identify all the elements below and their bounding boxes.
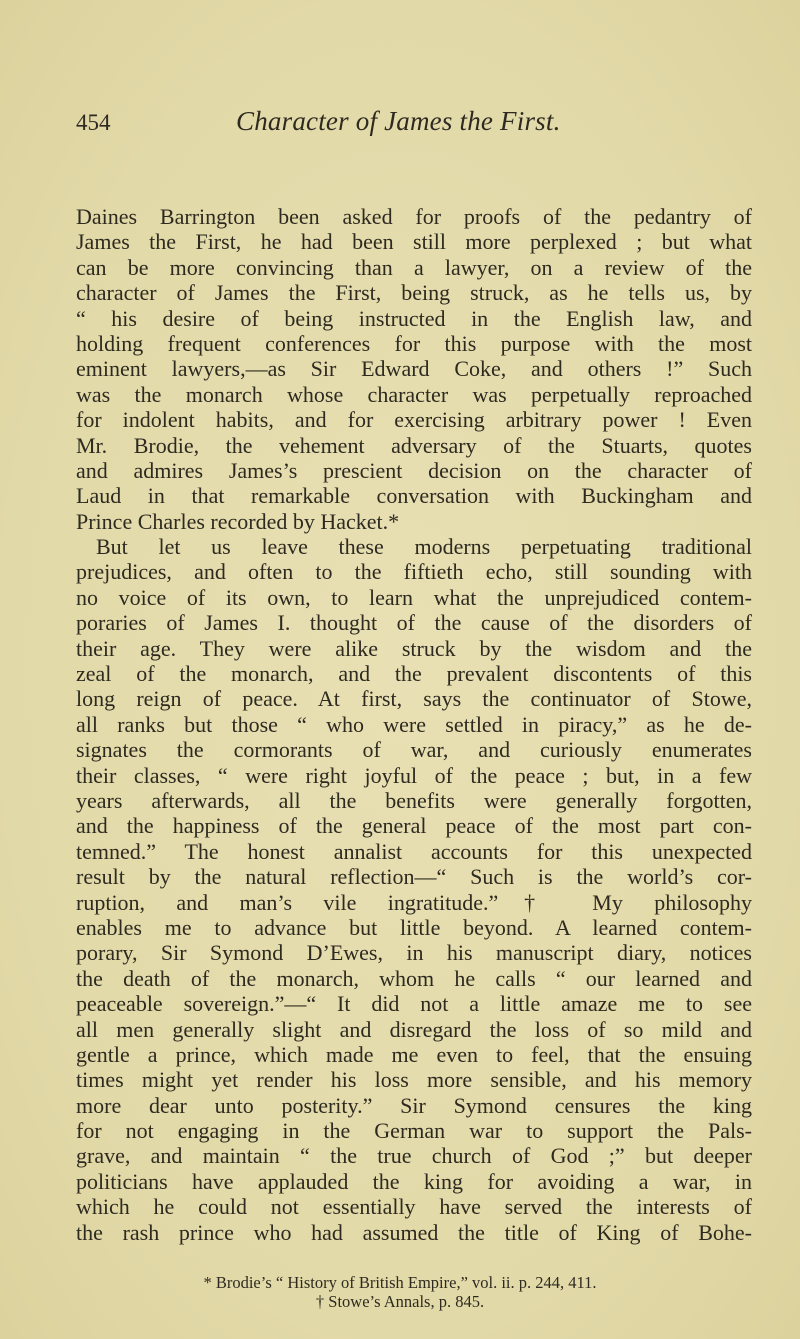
text-line: temned.” The honest annalist accounts for this unexpected: [76, 838, 752, 864]
text-line: “ his desire of being instructed in the English law, and: [76, 305, 752, 331]
text-line: But let us leave these moderns perpetuating traditional: [96, 534, 752, 560]
text-line: poraries of James I. thought of the cause of the disorders of: [76, 610, 752, 636]
text-line: for not engaging in the German war to support the Pals-: [76, 1118, 752, 1144]
text-line: enables me to advance but little beyond. A learned contem-: [76, 914, 752, 940]
footnote-1: * Brodie’s “ History of British Empire,” vol. ii. p. 244, 411.: [203, 1273, 597, 1292]
text-line: all ranks but those “ who were settled in piracy,” as he de-: [76, 711, 752, 737]
text-line: holding frequent conferences for this purpose with the most: [76, 330, 752, 356]
text-line: times might yet render his loss more sensible, and his memory: [76, 1067, 752, 1093]
text-line: Prince Charles recorded by Hacket.*: [76, 508, 400, 534]
text-line: Laud in that remarkable conversation with Buckingham and: [76, 483, 752, 509]
text-line: porary, Sir Symond D’Ewes, in his manuscript diary, notices: [76, 940, 752, 966]
text-line: can be more convincing than a lawyer, on a review of the: [76, 254, 752, 280]
text-line: zeal of the monarch, and the prevalent discontents of this: [76, 661, 752, 687]
text-line: gentle a prince, which made me even to feel, that the ensuing: [76, 1041, 752, 1067]
text-line: signates the cormorants of war, and curiously enumerates: [76, 737, 752, 763]
text-line: for indolent habits, and for exercising arbitrary power ! Even: [76, 407, 752, 433]
text-line: peaceable sovereign.”—“ It did not a little amaze me to see: [76, 991, 752, 1017]
text-line: long reign of peace. At first, says the continuator of Stowe,: [76, 686, 752, 712]
text-line: Daines Barrington been asked for proofs of the pedantry of: [76, 204, 752, 229]
text-line: the rash prince who had assumed the title of King of Bohe-: [76, 1219, 752, 1245]
text-line: prejudices, and often to the fiftieth echo, still sounding with: [76, 559, 752, 585]
text-line: result by the natural reflection—“ Such is the world’s cor-: [76, 864, 752, 890]
text-line: was the monarch whose character was perpetually reproached: [76, 381, 752, 407]
text-line: James the First, he had been still more perplexed ; but what: [76, 229, 752, 255]
body-text: [76, 204, 752, 1245]
text-line: and admires James’s prescient decision on the character of: [76, 457, 752, 483]
running-title: Character of James the First.: [236, 106, 561, 136]
text-line: the death of the monarch, whom he calls “ our learned and: [76, 965, 752, 991]
text-line: no voice of its own, to learn what the unprejudiced contem-: [76, 584, 752, 610]
text-line: and the happiness of the general peace of the most part con-: [76, 813, 752, 839]
text-line: grave, and maintain “ the true church of God ;” but deeper: [76, 1143, 752, 1169]
text-line: their age. They were alike struck by the wisdom and the: [76, 635, 752, 661]
text-line: their classes, “ were right joyful of the peace ; but, in a few: [76, 762, 752, 788]
text-line: years afterwards, all the benefits were generally forgotten,: [76, 787, 752, 813]
text-line: eminent lawyers,—as Sir Edward Coke, and others !” Such: [76, 356, 752, 382]
text-line: more dear unto posterity.” Sir Symond censures the king: [76, 1092, 752, 1118]
text-line: politicians have applauded the king for avoiding a war, in: [76, 1168, 752, 1194]
text-line: character of James the First, being struck, as he tells us, by: [76, 280, 752, 306]
text-line: ruption, and man’s vile ingratitude.”† My philosophy: [76, 889, 752, 915]
text-line: Mr. Brodie, the vehement adversary of the Stuarts, quotes: [76, 432, 752, 458]
text-line: all men generally slight and disregard the loss of so mild and: [76, 1016, 752, 1042]
text-line: which he could not essentially have served the interests of: [76, 1194, 752, 1220]
page-number: 454: [76, 110, 111, 135]
footnote-2: † Stowe’s Annals, p. 845.: [315, 1292, 485, 1311]
